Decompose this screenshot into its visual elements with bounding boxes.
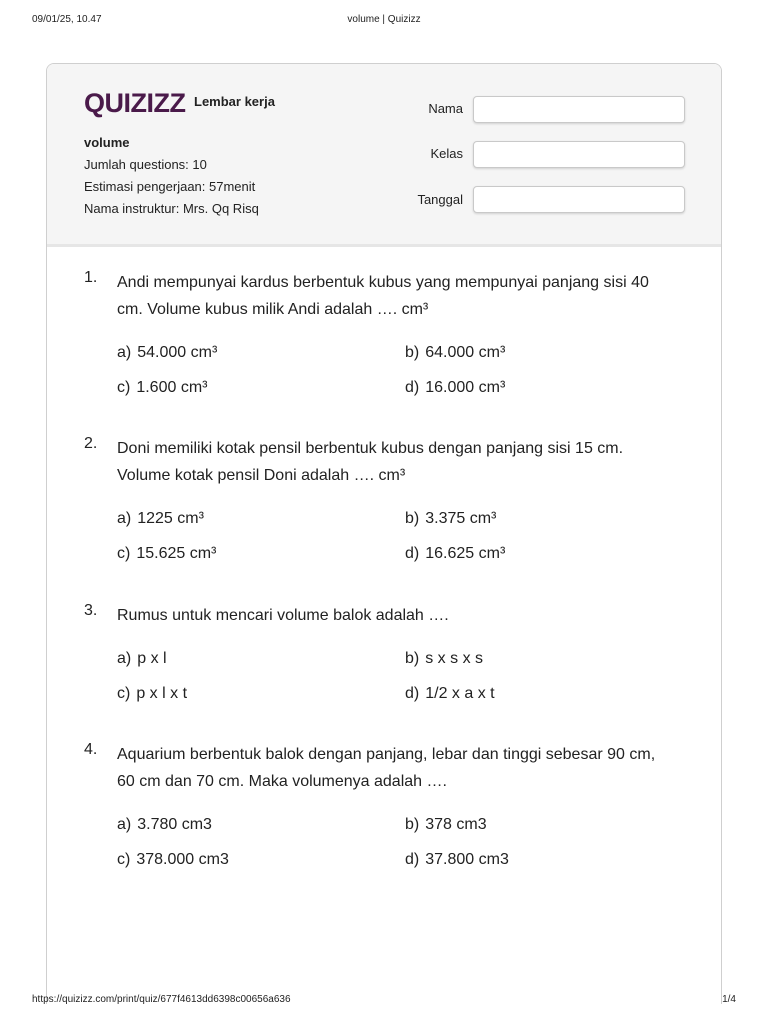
- print-url: https://quizizz.com/print/quiz/677f4613dd6398c00656a636: [32, 994, 291, 1005]
- question-number: 1.: [84, 269, 98, 286]
- option-letter: c): [117, 851, 131, 868]
- option-c: [117, 545, 216, 563]
- date-label: Tanggal: [417, 192, 463, 207]
- option-letter: a): [117, 510, 132, 527]
- option-text: 54.000 cm³: [137, 344, 218, 361]
- option-letter: b): [405, 510, 420, 527]
- class-label: Kelas: [430, 146, 463, 161]
- option-letter: a): [117, 816, 132, 833]
- question-number: 2.: [84, 435, 98, 452]
- question-text: Andi mempunyai kardus berbentuk kubus yang mempunyai panjang sisi 40 cm. Volume kubus milik Andi adalah …. cm³: [117, 274, 649, 318]
- option-a: [117, 650, 167, 668]
- option-text: 3.780 cm3: [137, 816, 212, 833]
- question-number: 3.: [84, 602, 98, 619]
- option-text: 64.000 cm³: [425, 344, 506, 361]
- option-letter: b): [405, 650, 420, 667]
- option-text: 15.625 cm³: [136, 545, 217, 562]
- date-field[interactable]: [473, 186, 685, 213]
- option-text: 378 cm3: [425, 816, 487, 833]
- option-a: [117, 816, 212, 834]
- question-number: 4.: [84, 741, 98, 758]
- option-letter: d): [405, 379, 420, 396]
- estimated-time: Estimasi pengerjaan: 57menit: [84, 179, 256, 194]
- option-c: [117, 379, 207, 397]
- print-datetime: 09/01/25, 10.47: [32, 14, 102, 25]
- page-number: 1/4: [722, 994, 736, 1005]
- option-letter: d): [405, 685, 420, 702]
- class-field[interactable]: [473, 141, 685, 168]
- option-text: 1225 cm³: [137, 510, 204, 527]
- option-a: [117, 344, 217, 362]
- option-letter: a): [117, 344, 132, 361]
- option-b: [405, 650, 483, 668]
- name-label: Nama: [428, 101, 463, 116]
- quizizz-logo: [84, 87, 275, 119]
- question-text: Rumus untuk mencari volume balok adalah ….: [117, 607, 449, 624]
- name-field[interactable]: [473, 96, 685, 123]
- option-text: s x s x s: [425, 650, 484, 667]
- option-d: [405, 851, 509, 869]
- option-d: [405, 545, 505, 563]
- option-text: p x l x t: [136, 685, 188, 702]
- option-text: 16.625 cm³: [425, 545, 506, 562]
- print-page-title: volume | Quizizz: [347, 14, 421, 25]
- option-d: [405, 379, 505, 397]
- option-letter: d): [405, 545, 420, 562]
- option-letter: d): [405, 851, 420, 868]
- option-letter: b): [405, 344, 420, 361]
- quizizz-wordmark: [84, 87, 188, 119]
- print-header: [0, 14, 768, 30]
- worksheet-header: [47, 64, 721, 247]
- option-letter: c): [117, 545, 131, 562]
- option-c: [117, 685, 187, 703]
- option-letter: c): [117, 379, 131, 396]
- instructor-name: Nama instruktur: Mrs. Qq Risq: [84, 201, 259, 216]
- option-text: 1/2 x a x t: [425, 685, 495, 702]
- question-text: Aquarium berbentuk balok dengan panjang, lebar dan tinggi sebesar 90 cm, 60 cm dan 70 cm. Maka volumenya adalah ….: [117, 746, 656, 790]
- question-count: Jumlah questions: 10: [84, 157, 207, 172]
- option-letter: c): [117, 685, 131, 702]
- option-a: [117, 510, 204, 528]
- option-text: 378.000 cm3: [136, 851, 229, 868]
- option-b: [405, 344, 505, 362]
- option-b: [405, 816, 487, 834]
- option-letter: b): [405, 816, 420, 833]
- option-c: [117, 851, 229, 869]
- worksheet: [46, 63, 722, 1004]
- question-text: Doni memiliki kotak pensil berbentuk kubus dengan panjang sisi 15 cm. Volume kotak pensil Doni adalah …. cm³: [117, 440, 624, 484]
- worksheet-label: Lembar kerja: [194, 93, 275, 109]
- option-text: 3.375 cm³: [425, 510, 497, 527]
- option-d: [405, 685, 495, 703]
- print-footer: [0, 994, 768, 1010]
- option-text: p x l: [137, 650, 167, 667]
- option-text: 1.600 cm³: [136, 379, 208, 396]
- option-b: [405, 510, 496, 528]
- option-text: 16.000 cm³: [425, 379, 506, 396]
- quiz-title: volume: [84, 135, 130, 150]
- brand-text: QUIZIZZ: [84, 88, 186, 118]
- option-text: 37.800 cm3: [425, 851, 509, 868]
- option-letter: a): [117, 650, 132, 667]
